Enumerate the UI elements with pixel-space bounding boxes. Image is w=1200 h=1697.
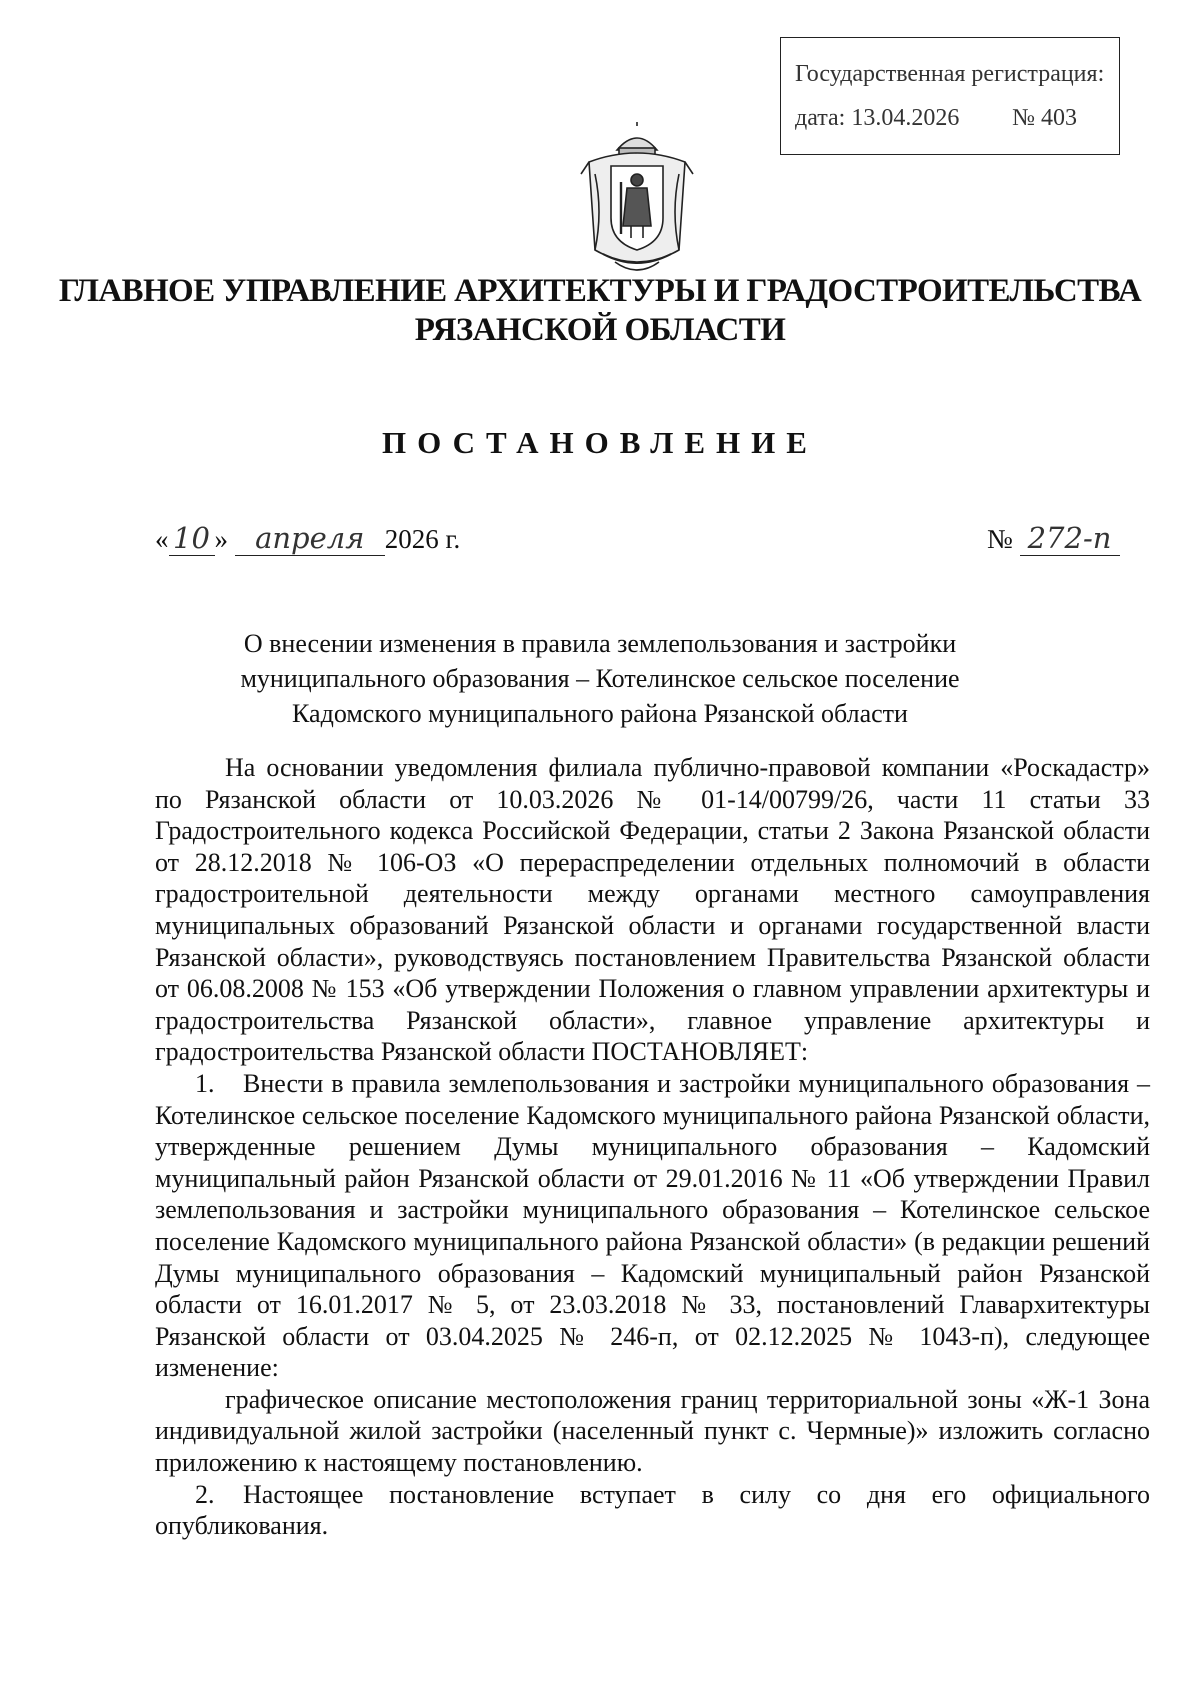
document-date [155,522,460,556]
subject-line2: муниципального образования – Котелинское сельское поселение [240,663,960,693]
organization-title-line2: РЯЗАНСКОЙ ОБЛАСТИ [414,311,786,348]
document-body [155,752,1150,1542]
organization-title-line1: ГЛАВНОЕ УПРАВЛЕНИЕ АРХИТЕКТУРЫ И ГРАДОСТРОИТЕЛЬСТВА [58,273,1142,309]
ryazan-coat-of-arms-icon [575,122,699,280]
document-number [987,522,1120,556]
item-2-number: 2. [195,1479,215,1509]
date-year: 2026 г. [384,524,461,554]
registration-stamp [780,37,1120,155]
item-1-detail: графическое описание местоположения границ территориальной зоны «Ж-1 Зона индивидуальной жилой застройки (населенный пункт с. Чермные)» изложить согласно приложению к настоящему постановлению. [155,1384,1150,1478]
date-close-quote: » [214,524,228,554]
subject-line1: О внесении изменения в правила землепользования и застройки [243,629,957,658]
date-month: апреля [235,522,385,556]
document-type: ПОСТАНОВЛЕНИЕ [382,425,818,460]
preamble-paragraph: На основании уведомления филиала публично-правовой компании «Роскадастр» по Рязанской области от 10.03.2026 № 01-14/00799/26, части 11 статьи 33 Градостроительного кодекса Российской Федерации, статьи 2 Закона Рязанской области от 28.12.2018 № 106-ОЗ «О перераспределении отдельных полномочий в области градостроительной деятельности между органами местного самоуправления муниципальных образований Рязанской области и органами государственной власти Рязанской области», руководствуясь постановлением Правительства Рязанской области от 06.08.2008 № 153 «Об утверждении Положения о главном управлении архитектуры и градостроительства Рязанской области», главное управление архитектуры и градостроительства Рязанской области ПОСТАНОВЛЯЕТ: [155,753,1150,1067]
item-1-text: Внести в правила землепользования и застройки муниципального образования – Котелинское сельское поселение Кадомского муниципального района Рязанской области, утвержденные решением Думы муниципального образования – Кадомский муниципальный район Рязанской области от 29.01.2016 № 11 «Об утверждении Правил землепользования и застройки муниципального образования – Котелинское сельское поселение Кадомского муниципального района Рязанской области» (в редакции решений Думы муниципального образования – Кадомский муниципальный район Рязанской области от 16.01.2017 № 5, от 23.03.2018 № 33, постановлений Главархитектуры Рязанской области от 03.04.2025 № 246-п, от 02.12.2025 № 1043-п), следующее изменение: [155,1068,1150,1383]
number-value: 272-п [1020,522,1120,556]
item-1 [155,1068,1150,1384]
registration-date: дата: 13.04.2026 [795,105,960,132]
item-2-text: Настоящее постановление вступает в силу со дня его официального опубликования. [155,1479,1150,1541]
item-1-number: 1. [195,1068,215,1098]
registration-title: Государственная регистрация: [795,61,1105,87]
document-subject [0,627,1200,731]
registration-details [795,96,1105,140]
number-prefix: № [987,524,1013,554]
date-day: 10 [169,522,215,556]
subject-line3: Кадомского муниципального района Рязанской области [292,698,908,728]
registration-number: № 403 [1012,105,1077,132]
organization-title [0,272,1200,350]
item-2 [155,1479,1150,1542]
date-open-quote: « [155,524,169,554]
